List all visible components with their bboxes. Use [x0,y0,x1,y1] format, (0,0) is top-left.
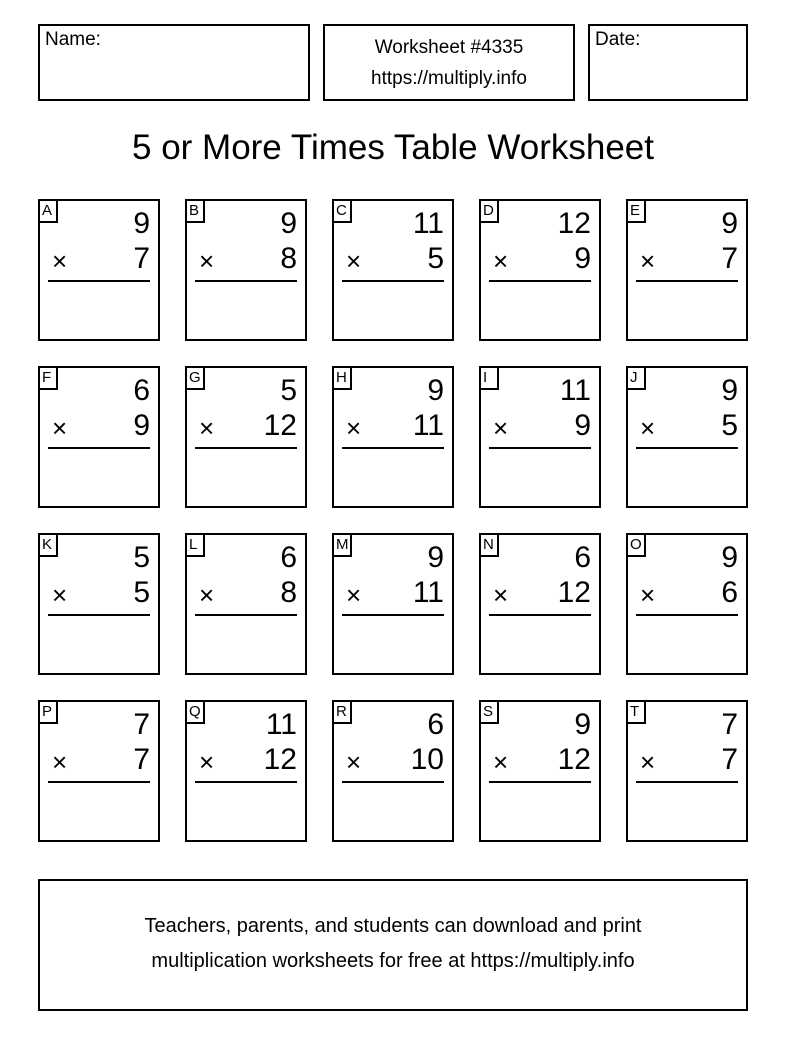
answer-line [195,280,297,282]
multiplier: 5 [133,576,150,609]
multiplier: 11 [412,576,444,609]
multiplicand: 11 [412,207,444,240]
times-sign: × [493,580,509,610]
multiplier: 10 [410,743,444,776]
problem-letter: S [479,700,499,724]
multiplier: 12 [557,576,591,609]
multiplier: 9 [574,409,591,442]
problem-box-g [185,366,307,508]
times-sign: × [640,747,656,777]
problem-box-i [479,366,601,508]
answer-line [636,447,738,449]
times-sign: × [493,246,509,276]
multiplicand: 6 [280,541,297,574]
multiplier: 9 [133,409,150,442]
multiplicand: 9 [133,207,150,240]
times-sign: × [640,580,656,610]
problem-letter: F [38,366,58,390]
problem-box-p [38,700,160,842]
multiplier: 7 [133,242,150,275]
multiplier: 12 [557,743,591,776]
times-sign: × [346,747,362,777]
problem-box-t [626,700,748,842]
problem-letter: L [185,533,205,557]
times-sign: × [199,580,215,610]
problem-letter: N [479,533,499,557]
problem-box-o [626,533,748,675]
times-sign: × [199,246,215,276]
problem-box-l [185,533,307,675]
multiplicand: 5 [280,374,297,407]
problem-letter: H [332,366,352,390]
multiplicand: 6 [574,541,591,574]
problem-letter: M [332,533,352,557]
problem-box-e [626,199,748,341]
multiplicand: 5 [133,541,150,574]
multiplicand: 7 [133,708,150,741]
problem-letter: C [332,199,352,223]
problem-letter: B [185,199,205,223]
problem-box-q [185,700,307,842]
times-sign: × [199,413,215,443]
multiplicand: 9 [721,374,738,407]
problem-letter: O [626,533,646,557]
answer-line [342,781,444,783]
multiplicand: 9 [427,541,444,574]
times-sign: × [493,747,509,777]
name-field-box[interactable] [38,24,310,101]
times-sign: × [52,246,68,276]
multiplicand: 12 [557,207,591,240]
multiplicand: 9 [427,374,444,407]
problem-box-n [479,533,601,675]
times-sign: × [493,413,509,443]
answer-line [636,781,738,783]
footer-box [38,879,748,1011]
multiplier: 7 [721,743,738,776]
times-sign: × [52,413,68,443]
problem-letter: A [38,199,58,223]
multiplicand: 6 [133,374,150,407]
multiplicand: 7 [721,708,738,741]
date-field-box[interactable] [588,24,748,101]
date-label: Date: [595,29,641,50]
answer-line [489,447,591,449]
multiplier: 12 [263,743,297,776]
multiplier: 11 [412,409,444,442]
times-sign: × [199,747,215,777]
answer-line [489,614,591,616]
answer-line [636,614,738,616]
answer-line [636,280,738,282]
multiplicand: 6 [427,708,444,741]
problem-box-k [38,533,160,675]
problem-letter: T [626,700,646,724]
answer-line [195,447,297,449]
problem-letter: P [38,700,58,724]
problem-letter: Q [185,700,205,724]
answer-line [195,614,297,616]
problem-box-r [332,700,454,842]
multiplier: 6 [721,576,738,609]
footer-line-1: Teachers, parents, and students can download and print [144,915,642,937]
multiplicand: 11 [265,708,297,741]
problem-box-c [332,199,454,341]
problem-letter: G [185,366,205,390]
answer-line [48,447,150,449]
times-sign: × [346,246,362,276]
multiplicand: 9 [721,541,738,574]
problem-box-j [626,366,748,508]
name-label: Name: [45,29,101,50]
problem-grid [38,199,748,843]
worksheet-info-box [323,24,575,101]
problem-box-s [479,700,601,842]
times-sign: × [346,413,362,443]
multiplier: 5 [721,409,738,442]
times-sign: × [640,246,656,276]
multiplier: 7 [133,743,150,776]
multiplier: 8 [280,576,297,609]
multiplicand: 9 [280,207,297,240]
answer-line [342,614,444,616]
multiplicand: 9 [721,207,738,240]
answer-line [489,280,591,282]
problem-box-f [38,366,160,508]
times-sign: × [640,413,656,443]
problem-letter: J [626,366,646,390]
page-title: 5 or More Times Table Worksheet [132,128,654,167]
times-sign: × [346,580,362,610]
worksheet-number: Worksheet #4335 [374,37,524,58]
problem-box-h [332,366,454,508]
times-sign: × [52,747,68,777]
answer-line [489,781,591,783]
problem-box-d [479,199,601,341]
problem-box-a [38,199,160,341]
problem-letter: I [479,366,499,390]
problem-letter: K [38,533,58,557]
footer-line-2: multiplication worksheets for free at https://multiply.info [151,950,635,972]
multiplier: 12 [263,409,297,442]
problem-box-m [332,533,454,675]
problem-letter: R [332,700,352,724]
worksheet-url: https://multiply.info [371,68,527,89]
answer-line [48,280,150,282]
multiplicand: 11 [559,374,591,407]
multiplier: 9 [574,242,591,275]
problem-letter: D [479,199,499,223]
answer-line [342,447,444,449]
multiplier: 5 [427,242,444,275]
answer-line [48,614,150,616]
answer-line [342,280,444,282]
multiplicand: 9 [574,708,591,741]
answer-line [48,781,150,783]
problem-box-b [185,199,307,341]
answer-line [195,781,297,783]
multiplier: 8 [280,242,297,275]
times-sign: × [52,580,68,610]
problem-letter: E [626,199,646,223]
multiplier: 7 [721,242,738,275]
